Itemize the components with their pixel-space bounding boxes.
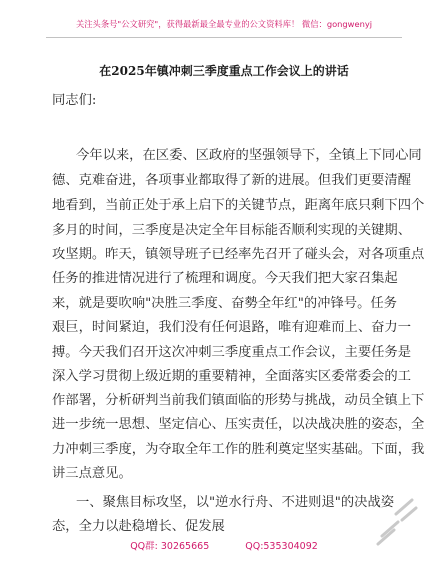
document-title: 在2025年镇冲刺三季度重点工作会议上的讲话 (99, 64, 349, 78)
paragraph-line: 任务的推进情况进行了梳理和调度。今天我们把大家召集起 (52, 271, 398, 286)
paragraph-line: 进一步统一思想、坚定信心、压实责任，以决战决胜的姿态，全 (52, 417, 425, 432)
paragraph-line: 今年以来，在区委、区政府的坚强领导下，全镇上下同心同 (76, 148, 422, 163)
paragraph-line: 深入学习贯彻上级近期的重要精神，全面落实区委常委会的工 (52, 369, 412, 384)
paragraph-line: 来，就是要吹响"决胜三季度、奋勢全年红"的冲锋号。任务 (52, 296, 397, 311)
paragraph-line: 讲三点意见。 (52, 466, 132, 481)
paragraph-line: 地看到，当前正处于承上启下的关键节点，距离年底只剩下四个 (52, 198, 425, 213)
paragraph-line: 力冲刺三季度，为夺取全年工作的胜利奠定坚实基础。下面，我 (52, 442, 425, 457)
section-heading-line: 态，全力以赴稳增长、促发展 (52, 519, 225, 534)
paragraph-line: 搏。今天我们召开这次冲刺三季度重点工作会议，主要任务是 (52, 345, 412, 360)
footer-qq-group: QQ群: 30265665 (130, 541, 210, 552)
footer-contact (0, 538, 448, 552)
paragraph-line: 艰巨，时间紧迫，我们没有任何退路，唯有迎难而上、奋力一 (52, 320, 412, 335)
paragraph-line: 德、克难奋进，各项事业都取得了新的进展。但我们更要清醒 (52, 173, 412, 188)
section-heading-line: 一、聚焦目标攻坚，以"逆水行舟、不进则退"的决战姿 (76, 495, 395, 510)
footer-qq: QQ:535304092 (245, 541, 318, 552)
paragraph-line: 作部署，分析研判当前我们镇面临的形势与挑战，动员全镇上下 (52, 393, 425, 408)
header-banner: 关注头条号"公文研究"，获得最新最全最专业的公文资料库！ 微信：gongwenyj (75, 19, 373, 29)
paragraph-line: 多月的时间，三季度是决定全年目标能否顺利实现的关键期、 (52, 223, 412, 238)
salutation: 同志们: (52, 93, 97, 108)
paragraph-line: 攻坚期。昨天，镇领导班子已经率先召开了碰头会，对各项重点 (52, 247, 425, 262)
header-divider (46, 37, 402, 38)
